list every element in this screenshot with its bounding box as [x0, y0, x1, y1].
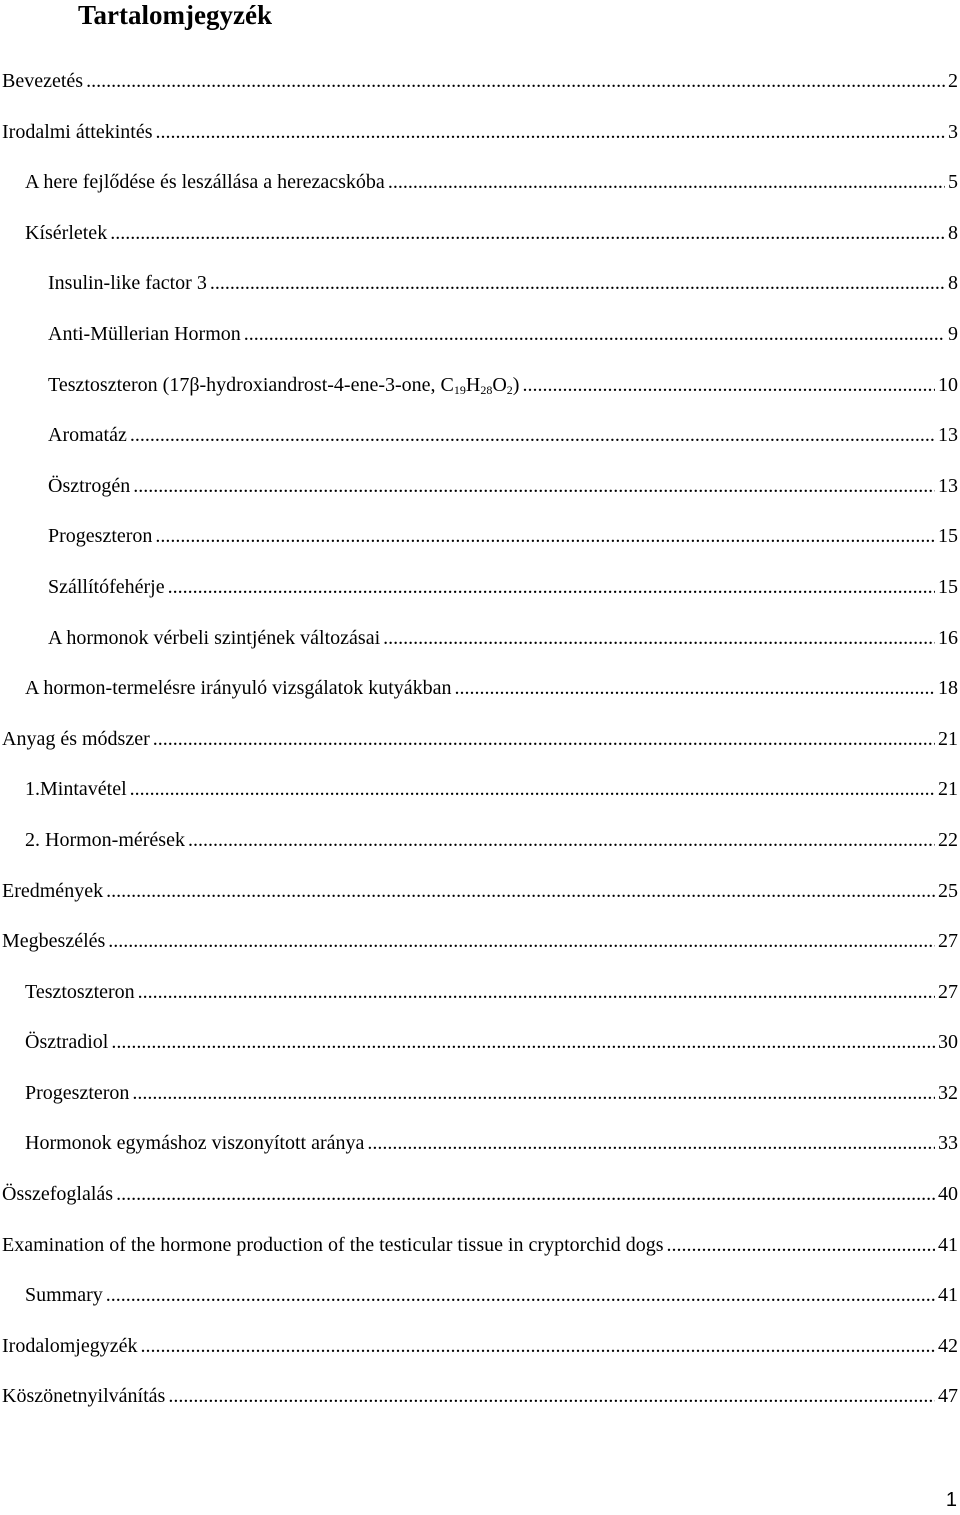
toc-dot-leader [106, 872, 935, 910]
toc-entry[interactable] [0, 568, 958, 619]
toc-entry-page: 10 [938, 373, 958, 396]
toc-entry-label: A here fejlődése és leszállása a herezacskóba [25, 171, 385, 194]
toc-entry-page: 16 [938, 626, 958, 649]
toc-entry-label: Szállítófehérje [48, 575, 165, 598]
toc-dot-leader [383, 619, 935, 657]
toc-entry[interactable] [0, 416, 958, 467]
toc-entry[interactable] [0, 467, 958, 518]
toc-entry[interactable] [0, 1226, 958, 1277]
toc-entry-page: 2 [948, 70, 958, 92]
toc-entry[interactable] [0, 669, 958, 720]
toc-entry[interactable] [0, 1327, 958, 1378]
formula-element: O [492, 373, 507, 396]
toc-entry-page: 15 [938, 525, 958, 548]
toc-dot-leader [388, 163, 945, 201]
toc-entry-label: Megbeszélés [2, 930, 106, 953]
toc-entry-page: 21 [938, 778, 958, 801]
toc-dot-leader [132, 1074, 935, 1112]
toc-entry[interactable] [0, 1074, 958, 1125]
toc-dot-leader [522, 366, 935, 404]
toc-entry-label: Összefoglalás [2, 1183, 114, 1206]
toc-entry-label: Insulin-like factor 3 [48, 272, 207, 295]
toc-dot-leader [153, 720, 935, 758]
toc-entry-label: Aromatáz [48, 424, 127, 447]
toc-entry-label: Summary [25, 1284, 103, 1307]
toc-entry-page: 40 [938, 1183, 958, 1206]
formula-subscript: 19 [453, 382, 466, 397]
toc-entry-label: 1.Mintavétel [25, 778, 127, 801]
toc-entry-page: 32 [938, 1081, 958, 1104]
toc-dot-leader [667, 1226, 935, 1264]
toc-entry-label: Irodalmi áttekintés [2, 120, 153, 143]
toc-entry-page: 18 [938, 677, 958, 700]
toc-entry-page: 13 [938, 474, 958, 497]
toc-dot-leader [455, 669, 935, 707]
toc-entry[interactable] [0, 517, 958, 568]
toc-entry-label: Ösztradiol [25, 1031, 109, 1054]
toc-entry-page: 41 [938, 1284, 958, 1307]
toc-entry-label: A hormon-termelésre irányuló vizsgálatok kutyákban [25, 677, 452, 700]
formula-close: ) [512, 373, 520, 396]
toc-dot-leader [210, 264, 945, 302]
toc-entry[interactable] [0, 366, 958, 417]
toc-entry-label: Progeszteron [25, 1081, 130, 1104]
toc-entry-label: Tesztoszteron [25, 980, 135, 1003]
toc-entry[interactable] [0, 315, 958, 366]
toc-dot-leader [133, 467, 935, 505]
toc-entry-page: 25 [938, 879, 958, 902]
toc-entry-page: 22 [938, 828, 958, 851]
toc-dot-leader [244, 315, 945, 353]
toc-entry[interactable] [0, 1175, 958, 1226]
toc-entry[interactable] [0, 821, 958, 872]
toc-entry-label: Ösztrogén [48, 474, 131, 497]
toc-entry-page: 27 [938, 980, 958, 1003]
formula-subscript: 28 [480, 382, 493, 397]
toc-entry-page: 33 [938, 1132, 958, 1155]
toc-entry-label: Anyag és módszer [2, 727, 150, 750]
toc-entry-label: 2. Hormon-mérések [25, 828, 185, 851]
toc-entry-label: Irodalomjegyzék [2, 1334, 138, 1357]
toc-entry[interactable] [0, 1276, 958, 1327]
toc-dot-leader [106, 1276, 935, 1314]
formula-element: H [465, 373, 481, 396]
toc-dot-leader [141, 1327, 936, 1365]
page-title: Tartalomjegyzék [78, 0, 272, 30]
toc-entry-page: 42 [938, 1334, 958, 1357]
toc-dot-leader [108, 922, 935, 960]
toc-entry[interactable] [0, 720, 958, 771]
toc-entry-page: 21 [938, 727, 958, 750]
toc-entry-page: 47 [938, 1385, 958, 1408]
toc-entry-page: 8 [948, 272, 958, 295]
toc-entry[interactable] [0, 62, 958, 113]
toc-entry-page: 27 [938, 930, 958, 953]
formula-subscript: 2 [506, 382, 513, 397]
toc-entry[interactable] [0, 922, 958, 973]
toc-entry-label: Köszönetnyilvánítás [2, 1385, 166, 1408]
toc-dot-leader [130, 770, 935, 808]
toc-dot-leader [188, 821, 935, 859]
toc-dot-leader [168, 568, 935, 606]
toc-dot-leader [156, 113, 945, 151]
toc-entry-page: 9 [948, 322, 958, 345]
toc-entry-page: 15 [938, 575, 958, 598]
toc-entry[interactable] [0, 619, 958, 670]
toc-entry-label: Examination of the hormone production of the testicular tissue in cryptorchid dogs [2, 1233, 664, 1256]
toc-entry[interactable] [0, 214, 958, 265]
toc-entry-label [48, 366, 519, 404]
toc-dot-leader [110, 214, 945, 252]
toc-entry-page: 8 [948, 221, 958, 244]
toc-entry-page: 3 [948, 120, 958, 143]
page-number: 1 [945, 1489, 957, 1511]
toc-entry[interactable] [0, 264, 958, 315]
toc-entry[interactable] [0, 1377, 958, 1428]
toc-dot-leader [138, 973, 935, 1011]
toc-entry[interactable] [0, 770, 958, 821]
toc-entry-label: Progeszteron [48, 525, 153, 548]
toc-dot-leader [367, 1124, 935, 1162]
toc-entry-page: 13 [938, 424, 958, 447]
toc-entry-label: Hormonok egymáshoz viszonyított aránya [25, 1132, 365, 1155]
toc-dot-leader [111, 1023, 935, 1061]
toc-entry[interactable] [0, 163, 958, 214]
toc-entry[interactable] [0, 1124, 958, 1175]
toc-entry[interactable] [0, 973, 958, 1024]
toc-entry-label-text: Tesztoszteron (17β-hydroxiandrost-4-ene-3-one, C [48, 373, 454, 396]
toc-entry-page: 5 [948, 171, 958, 194]
toc-entry[interactable] [0, 872, 958, 923]
toc-entry-label: Eredmények [2, 879, 104, 902]
toc-entry-page: 30 [938, 1031, 958, 1054]
toc-dot-leader [168, 1377, 935, 1415]
toc-dot-leader [155, 517, 935, 555]
toc-entry-label: Bevezetés [2, 70, 84, 92]
toc-entry[interactable] [0, 1023, 958, 1074]
table-of-contents [0, 62, 958, 1428]
toc-entry-label: Kísérletek [25, 221, 108, 244]
toc-entry-label: Anti-Müllerian Hormon [48, 322, 241, 345]
toc-entry-page: 41 [938, 1233, 958, 1256]
toc-dot-leader [116, 1175, 935, 1213]
toc-dot-leader [130, 416, 935, 454]
toc-entry[interactable] [0, 113, 958, 164]
toc-entry-label: A hormonok vérbeli szintjének változásai [48, 626, 381, 649]
toc-dot-leader [86, 62, 945, 100]
